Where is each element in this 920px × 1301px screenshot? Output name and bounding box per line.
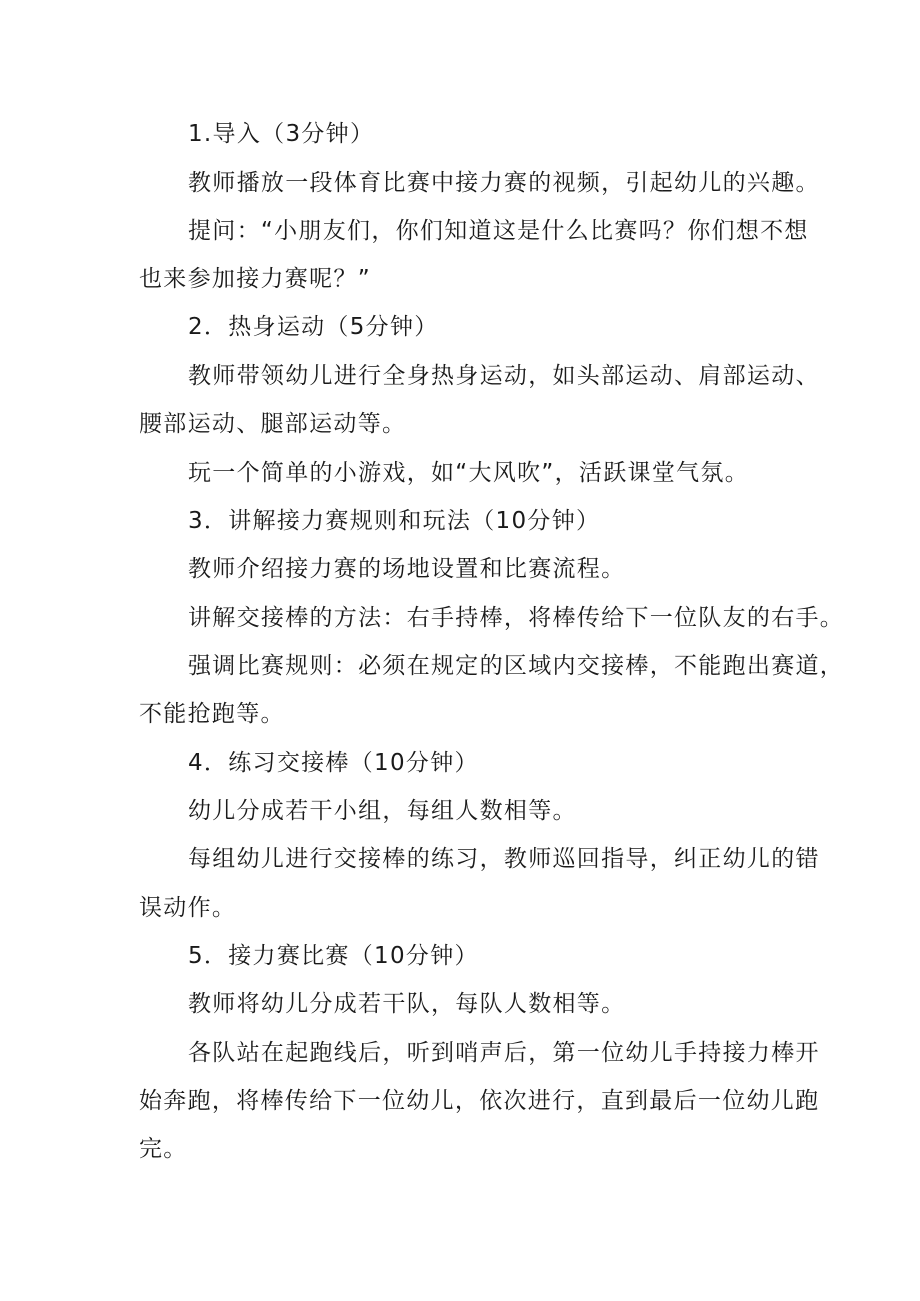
paragraph-line: 完。 xyxy=(139,1136,188,1162)
paragraph-line: 提问：“小朋友们，你们知道这是什么比赛吗？你们想不想 xyxy=(188,218,809,244)
section-heading-3: 3．讲解接力赛规则和玩法（10分钟） xyxy=(188,508,601,534)
paragraph-line: 教师介绍接力赛的场地设置和比赛流程。 xyxy=(188,556,626,582)
section-heading-2: 2．热身运动（5分钟） xyxy=(188,314,439,340)
paragraph-line: 幼儿分成若干小组，每组人数相等。 xyxy=(188,798,577,824)
section-heading-1: 1.导入（3分钟） xyxy=(188,121,375,147)
paragraph-line: 也来参加接力赛呢？” xyxy=(139,266,371,292)
paragraph-line: 腰部运动、腿部运动等。 xyxy=(139,411,407,437)
paragraph-line: 讲解交接棒的方法：右手持棒，将棒传给下一位队友的右手。 xyxy=(188,605,845,631)
paragraph-line: 玩一个简单的小游戏，如“大风吹”，活跃课堂气氛。 xyxy=(188,460,750,486)
paragraph-line: 教师将幼儿分成若干队，每队人数相等。 xyxy=(188,991,626,1017)
paragraph-line: 不能抢跑等。 xyxy=(139,701,285,727)
paragraph-line: 始奔跑，将棒传给下一位幼儿，依次进行，直到最后一位幼儿跑 xyxy=(139,1088,820,1114)
section-heading-4: 4．练习交接棒（10分钟） xyxy=(188,750,479,776)
paragraph-line: 误动作。 xyxy=(139,895,237,921)
paragraph-line: 教师播放一段体育比赛中接力赛的视频，引起幼儿的兴趣。 xyxy=(188,170,820,196)
section-heading-5: 5．接力赛比赛（10分钟） xyxy=(188,943,479,969)
paragraph-line: 各队站在起跑线后，听到哨声后，第一位幼儿手持接力棒开 xyxy=(188,1040,820,1066)
paragraph-line: 教师带领幼儿进行全身热身运动，如头部运动、肩部运动、 xyxy=(188,363,820,389)
paragraph-line: 强调比赛规则：必须在规定的区域内交接棒，不能跑出赛道， xyxy=(188,653,845,679)
paragraph-line: 每组幼儿进行交接棒的练习，教师巡回指导，纠正幼儿的错 xyxy=(188,846,820,872)
